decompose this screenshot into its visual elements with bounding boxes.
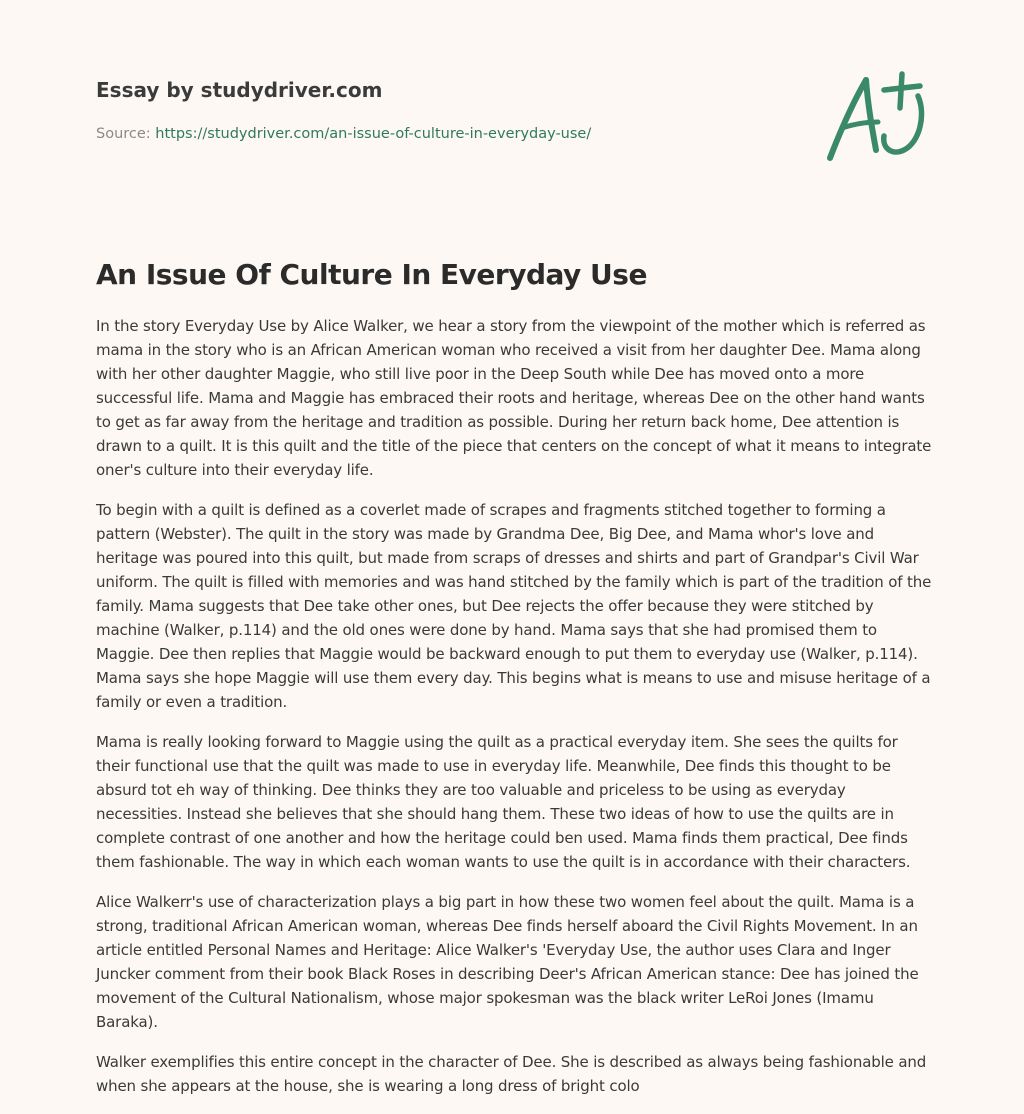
source-line (96, 124, 736, 144)
essay-paragraph: Mama is really looking forward to Maggie using the quilt as a practical everyday item. She sees the quilts for their functional use that the quilt was made to use in everyday life. Meanwhile, Dee finds this thought to be absurd tot eh way of thinking. Dee thinks they are too valuable and priceless to be using as everyday necessities. Instead she believes that she should hang them. These two ideas of how to use the quilts are in complete contrast of one another and how the heritage could ben used. Mama finds them practical, Dee finds them fashionable. The way in which each woman wants to use the quilt is in accordance with their characters. (96, 733, 911, 871)
essay-header (96, 76, 736, 144)
a-plus-logo-icon (820, 66, 930, 166)
source-label: Source: (96, 126, 156, 142)
essay-paragraph: Walker exemplifies this entire concept in the character of Dee. She is described as always being fashionable and when she appears at the house, she is wearing a long dress of bright colo (96, 1053, 927, 1095)
brand-title: Essay by studydriver.com (96, 78, 383, 102)
source-link[interactable]: https://studydriver.com/an-issue-of-culture-in-everyday-use/ (155, 126, 592, 142)
essay-body (96, 314, 932, 1114)
essay-title: An Issue Of Culture In Everyday Use (96, 258, 647, 291)
essay-paragraph: To begin with a quilt is defined as a coverlet made of scrapes and fragments stitched together to forming a pattern (Webster). The quilt in the story was made by Grandma Dee, Big Dee, and Mama whor's love and heritage was poured into this quilt, but made from scraps of dresses and shirts and part of Grandpar's Civil War uniform. The quilt is filled with memories and was hand stitched by the family which is part of the tradition of the family. Mama suggests that Dee take other ones, but Dee rejects the offer because they were stitched by machine (Walker, p.114) and the old ones were done by hand. Mama says that she had promised them to Maggie. Dee then replies that Maggie would be backward enough to put them to everyday use (Walker, p.114). Mama says she hope Maggie will use them every day. This begins what is means to use and misuse heritage of a family or even a tradition. (96, 501, 932, 711)
essay-paragraph: In the story Everyday Use by Alice Walker, we hear a story from the viewpoint of the mother which is referred as mama in the story who is an African American woman who received a visit from her daughter Dee. Mama along with her other daughter Maggie, who still live poor in the Deep South while Dee has moved onto a more successful life. Mama and Maggie has embraced their roots and heritage, whereas Dee on the other hand wants to get as far away from the heritage and tradition as possible. During her return back home, Dee attention is drawn to a quilt. It is this quilt and the title of the piece that centers on the concept of what it means to integrate oner's culture into their everyday life. (96, 317, 932, 479)
essay-paragraph: Alice Walkerr's use of characterization plays a big part in how these two women feel about the quilt. Mama is a strong, traditional African American woman, whereas Dee finds herself aboard the Civil Rights Movement. In an article entitled Personal Names and Heritage: Alice Walker's 'Everyday Use, the author uses Clara and Inger Juncker comment from their book Black Roses in describing Deer's African American stance: Dee has joined the movement of the Cultural Nationalism, whose major spokesman was the black writer LeRoi Jones (Imamu Baraka). (96, 893, 919, 1031)
